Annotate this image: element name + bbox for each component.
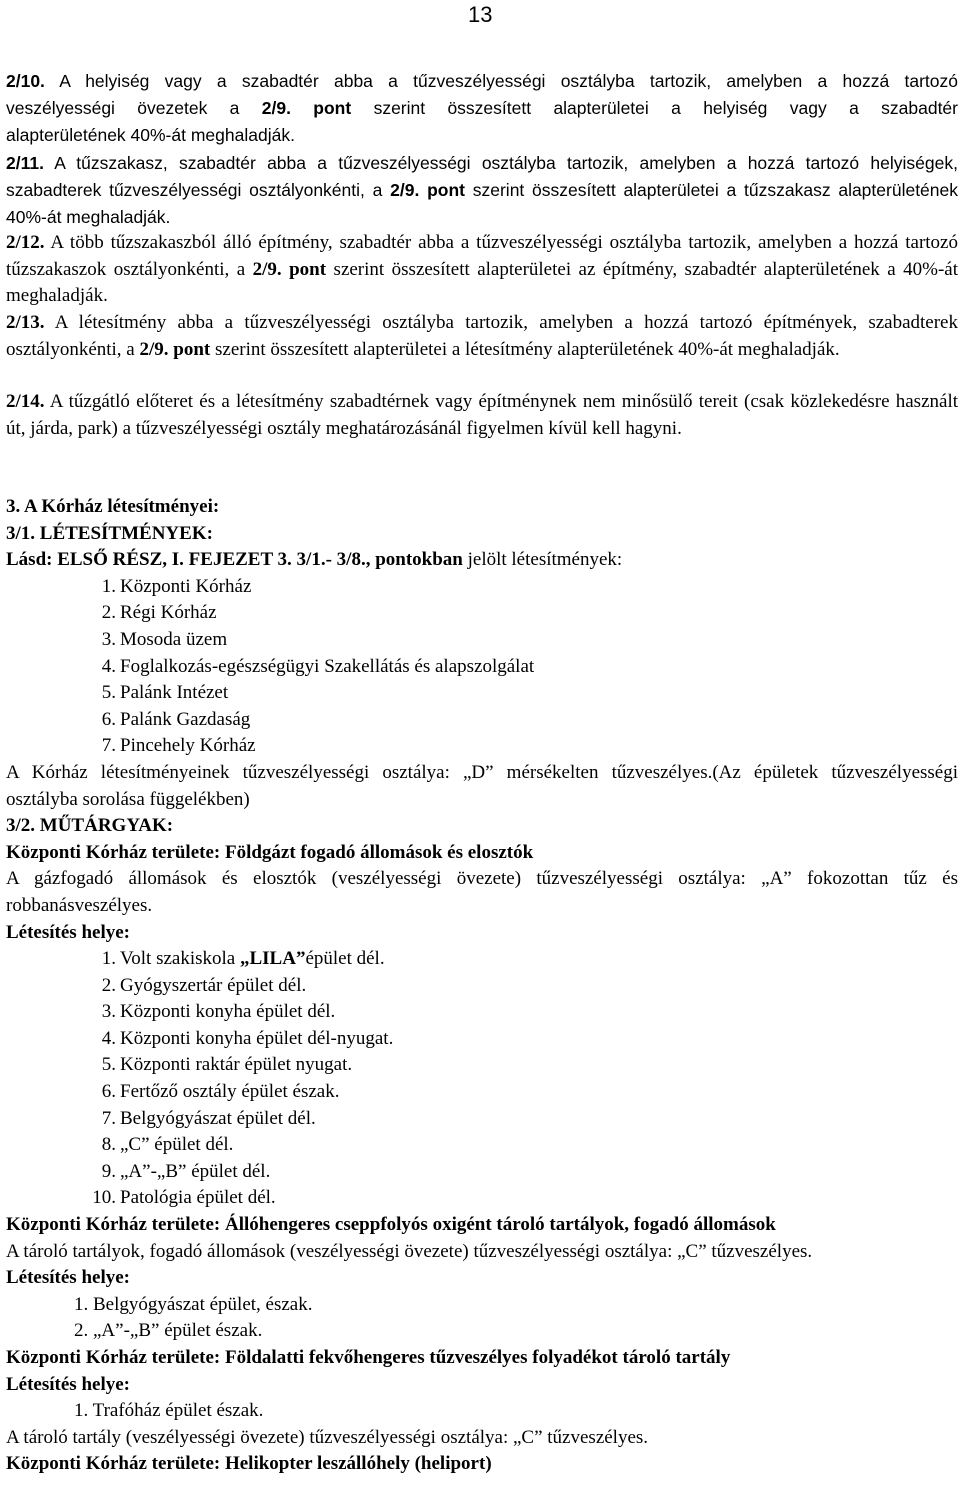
list-item: 5. Központi raktár épület nyugat. (101, 1054, 353, 1076)
subsection-heading-3-1: 3/1. LÉTESÍTMÉNYEK: (6, 522, 213, 544)
facility-class-text: A Kórház létesítményeinek tűzveszélyességi osztálya: „D” mérsékelten tűzveszélyes.(Az épületek tűzveszélyességi osztályba sorolása függelékben) (6, 761, 958, 810)
list-item: 10. Patológia épület dél. (92, 1187, 276, 1209)
gas-site-list (6, 946, 958, 1212)
fuel-text: A tároló tartály (veszélyességi övezete) tűzveszélyességi osztálya: „C” tűzveszélyes. (6, 1426, 649, 1448)
list-item: 2. „A”-„B” épület észak. (74, 1320, 263, 1342)
list-item: 3. Mosoda üzem (101, 628, 228, 650)
list-item: 3. Központi konyha épület dél. (101, 1001, 336, 1023)
list-item: 1. Központi Kórház (101, 575, 252, 597)
page-number: 13 (468, 2, 493, 27)
subsection-heading-3-2: 3/2. MŰTÁRGYAK: (6, 815, 174, 837)
list-item: 6. Fertőző osztály épület észak. (101, 1081, 340, 1103)
section-3 (6, 494, 958, 1478)
list-item: 8. „C” épület dél. (101, 1134, 234, 1156)
list-item: 7. Belgyógyászat épület dél. (101, 1107, 316, 1129)
site-label: Létesítés helye: (6, 1373, 130, 1395)
item-number: 2/10. (6, 71, 45, 91)
site-label: Létesítés helye: (6, 1267, 130, 1289)
section-heading: 3. A Kórház létesítményei: (6, 496, 220, 517)
list-item: 5. Palánk Intézet (101, 682, 229, 704)
item-2-12: 2/12. A több tűzszakaszból álló építmény, szabadtér abba a tűzveszélyességi osztályba tartozik, amelyben a hozzá tartozó tűzszakaszok osztályonkénti, a 2/9. pont szerint összesített alapterületei az építmény, szabadtér alapterületének a 40%-át meghaladják. (6, 232, 959, 307)
gas-text: A gázfogadó állomások és elosztók (veszélyességi övezete) tűzveszélyességi osztálya: „A” fokozottan tűz és robbanásveszélyes. (6, 868, 958, 916)
item-number: 2/12. (6, 232, 45, 253)
oxygen-text: A tároló tartályok, fogadó állomások (veszélyességi övezete) tűzveszélyességi osztálya: „C” tűzveszélyes. (6, 1240, 813, 1262)
item-number: 2/13. (6, 312, 45, 333)
oxygen-title: Központi Kórház területe: Állóhengeres cseppfolyós oxigént tároló tartályok, fogadó állomások (6, 1214, 776, 1236)
site-label: Létesítés helye: (6, 921, 130, 943)
list-item: 4. Központi konyha épület dél-nyugat. (101, 1027, 394, 1049)
heliport-title: Központi Kórház területe: Helikopter leszállóhely (heliport) (6, 1453, 492, 1475)
item-number: 2/11. (6, 153, 44, 173)
fuel-site-list (6, 1398, 958, 1425)
list-item: 4. Foglalkozás-egészségügyi Szakellátás és alapszolgálat (101, 655, 535, 677)
item-2-13: 2/13. A létesítmény abba a tűzveszélyességi osztályba tartozik, amelyben a hozzá tartozó építmények, szabadterek osztályonkénti, a 2/9. pont szerint összesített alapterületei a létesítmény alapterületének 40%-át meghaladják. (6, 312, 958, 360)
list-item: 2. Régi Kórház (101, 602, 217, 624)
facility-list (6, 574, 958, 760)
list-item: 1. Volt szakiskola „LILA”épület dél. (101, 948, 385, 970)
item-number: 2/14. (6, 391, 45, 412)
oxygen-site-list (6, 1292, 958, 1345)
list-item: 2. Gyógyszertár épület dél. (101, 974, 307, 996)
fuel-title: Központi Kórház területe: Földalatti fekvőhengeres tűzveszélyes folyadékot tároló tartály (6, 1347, 731, 1368)
list-item: 1. Belgyógyászat épület, észak. (74, 1293, 313, 1315)
gas-title: Központi Kórház területe: Földgázt fogadó állomások és elosztók (6, 841, 534, 863)
item-2-10: 2/10. A helyiség vagy a szabadtér abba a tűzveszélyességi osztályba tartozik, amelyben a hozzá tartozó veszélyességi övezetek a 2/9. pont szerint összesített alapterületei a helyiség vagy a szabadtér alapterületének 40%-át meghaladják. (6, 71, 958, 145)
list-item: 9. „A”-„B” épület dél. (101, 1160, 271, 1182)
list-item: 7. Pincehely Kórház (101, 735, 256, 757)
item-2-11: 2/11. A tűzszakasz, szabadtér abba a tűzveszélyességi osztályba tartozik, amelyben a hozzá tartozó helyiségek, szabadterek tűzveszélyességi osztályonkénti, a 2/9. pont szerint összesített alapterületei a tűzszakasz alapterületének 40%-át meghaladják. (6, 153, 959, 227)
list-item: 6. Palánk Gazdaság (101, 708, 251, 730)
list-item: 1. Trafóház épület észak. (74, 1400, 264, 1422)
item-2-14: 2/14. A tűzgátló előteret és a létesítmény szabadtérnek vagy építménynek nem minősülő tereit (csak közlekedésre használt út, járda, park) a tűzveszélyességi osztály meghatározásánál figyelmen kívül kell hagyni. (6, 391, 958, 439)
reference-line: Lásd: ELSŐ RÉSZ, I. FEJEZET 3. 3/1.- 3/8., pontokban jelölt létesítmények: (6, 549, 623, 571)
